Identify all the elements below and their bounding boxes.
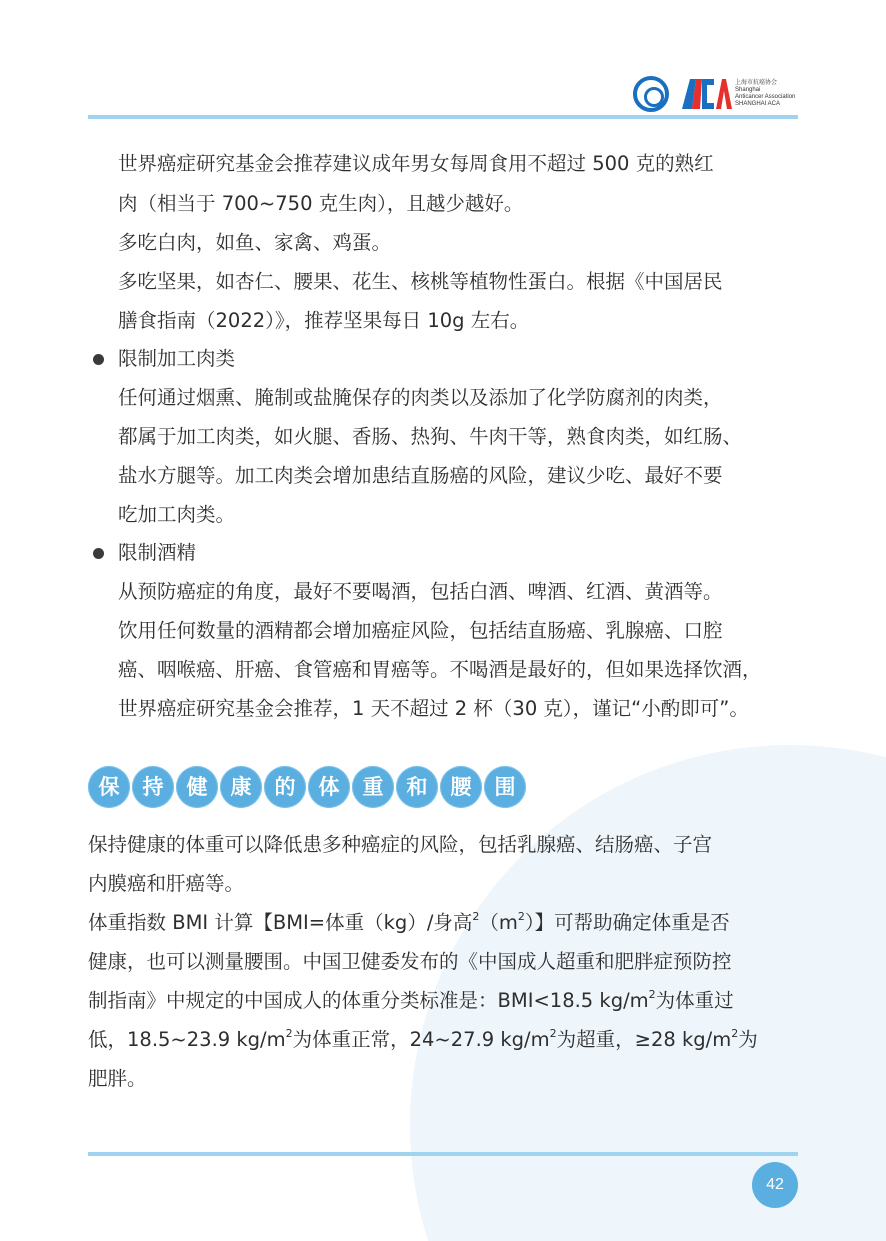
bullet-dot	[93, 548, 104, 559]
paragraph-line: 世界癌症研究基金会推荐，1 天不超过 2 杯（30 克），谨记“小酌即可”。	[118, 697, 749, 720]
paragraph-line: 多吃坚果，如杏仁、腰果、花生、核桃等植物性蛋白。根据《中国居民	[118, 270, 723, 293]
paragraph-line: 肥胖。	[88, 1067, 147, 1090]
heading-char: 腰	[440, 766, 482, 808]
paragraph-line: 癌、咽喉癌、肝癌、食管癌和胃癌等。不喝酒是最好的，但如果选择饮酒，	[118, 658, 762, 681]
paragraph-line: 吃加工肉类。	[118, 503, 236, 526]
paragraph-line: 任何通过烟熏、腌制或盐腌保存的肉类以及添加了化学防腐剂的肉类，	[118, 386, 723, 409]
footer-rule	[88, 1152, 798, 1156]
association-logo-text: 上海市抗癌协会 Shanghai Anticancer Association SHANGHAI ACA	[735, 80, 796, 107]
heading-char: 和	[396, 766, 438, 808]
paragraph-line: 盐水方腿等。加工肉类会增加患结直肠癌的风险，建议少吃、最好不要	[118, 464, 723, 487]
heading-char: 持	[132, 766, 174, 808]
paragraph-line: 肉（相当于 700~750 克生肉），且越少越好。	[118, 192, 524, 215]
bullet-title: 限制加工肉类	[118, 347, 236, 370]
paragraph-line: 内膜癌和肝癌等。	[88, 872, 245, 895]
heading-char: 重	[352, 766, 394, 808]
paragraph-line: 多吃白肉，如鱼、家禽、鸡蛋。	[118, 231, 392, 254]
paragraph-line: 制指南》中规定的中国成人的体重分类标准是：BMI<18.5 $kg/m^2$为体重过	[88, 988, 734, 1012]
paragraph-line: 饮用任何数量的酒精都会增加癌症风险，包括结直肠癌、乳腺癌、口腔	[118, 619, 723, 642]
heading-char: 体	[308, 766, 350, 808]
paragraph-line: 膳食指南（2022）》，推荐坚果每日 10g 左右。	[118, 309, 530, 332]
section-heading	[88, 766, 526, 808]
bullet-title: 限制酒精	[118, 541, 197, 564]
paragraph-line: 低，18.5~23.9 $kg/m^2$为体重正常，24~27.9 $kg/m^2$为超重，≥28 $kg/m^2$为	[88, 1027, 758, 1051]
paragraph-line: 体重指数 BMI 计算【BMI=体重（kg）/身高$^2(m^2)$】可帮助确定体重是否	[88, 910, 730, 934]
header-rule	[88, 115, 798, 119]
paragraph-line: 从预防癌症的角度，最好不要喝酒，包括白酒、啤酒、红酒、黄酒等。	[118, 580, 723, 603]
page-number: 42	[752, 1162, 798, 1208]
bullet-dot	[93, 354, 104, 365]
paragraph-line: 健康，也可以测量腰围。中国卫健委发布的《中国成人超重和肥胖症预防控	[88, 950, 732, 973]
paragraph-line: 都属于加工肉类，如火腿、香肠、热狗、牛肉干等，熟食肉类，如红肠、	[118, 425, 743, 448]
paragraph-line: 保持健康的体重可以降低患多种癌症的风险，包括乳腺癌、结肠癌、子宫	[88, 833, 713, 856]
paragraph-line: 世界癌症研究基金会推荐建议成年男女每周食用不超过 500 克的熟红	[118, 152, 714, 175]
heading-char: 围	[484, 766, 526, 808]
heading-char: 的	[264, 766, 306, 808]
heading-char: 健	[176, 766, 218, 808]
heading-char: 康	[220, 766, 262, 808]
aca-logo-mark	[682, 79, 732, 109]
heading-char: 保	[88, 766, 130, 808]
association-seal-logo	[633, 76, 669, 112]
